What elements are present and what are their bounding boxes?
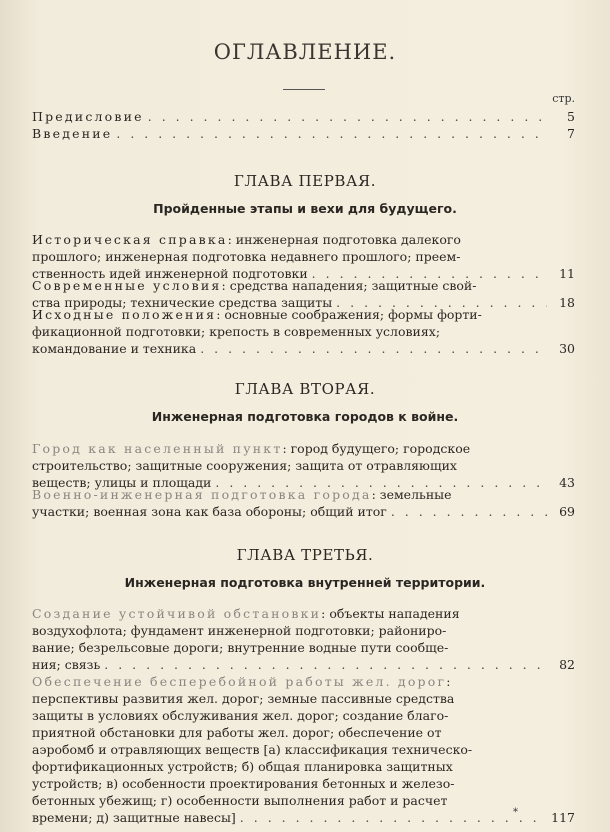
entry-page: 5 xyxy=(567,109,575,124)
page-column-label: стр. xyxy=(552,92,575,105)
toc-entry-historical[interactable]: Историческая справка: инженерная подготовка далекого прошлого; инженерная подготовка недавнего прошлого; преем- ственность идей инженерной подготовки . . . 11 xyxy=(32,231,575,282)
leader-dots xyxy=(200,340,547,357)
page-title: ОГЛАВЛЕНИЕ. xyxy=(213,40,397,64)
chapter-3-heading: ГЛАВА ТРЕТЬЯ. xyxy=(236,546,374,564)
entry-page: 69 xyxy=(559,504,575,519)
entry-page: 11 xyxy=(559,266,575,281)
entry-lead: Город как населенный пункт xyxy=(32,441,283,456)
toc-entry-railways[interactable]: Обеспечение бесперебойной работы жел. дорог: перспективы развития жел. дорог; земные пассивные средства защиты в условиях обслуживания жел. дорог; создание благо- приятной обстановки для работы жел. дорог; обеспечение от аэробомб и отравляющих веществ [а) классификация техническо- фортификационных устройств; б) общая планировка защитных устройств; в) особенности проектирования бетонных и железо- бетонных убежищ; г) особенности выполнения работ и расчет времени; д) защитные навесы] . . . 117 xyxy=(32,673,575,826)
leader-dots xyxy=(104,656,547,673)
footer-mark: * xyxy=(513,807,518,818)
chapter-2-heading: ГЛАВА ВТОРАЯ. xyxy=(234,380,376,398)
entry-lead: Историческая справка xyxy=(32,232,228,247)
entry-page: 43 xyxy=(559,475,575,490)
entry-lead: Создание устойчивой обстановки xyxy=(32,606,322,621)
entry-page: 82 xyxy=(559,657,575,672)
entry-page: 18 xyxy=(559,295,575,310)
chapter-3-subtitle: Инженерная подготовка внутренней территории. xyxy=(124,575,486,590)
toc-entry-preface[interactable] xyxy=(32,108,575,125)
leader-dots xyxy=(148,108,547,125)
title-divider xyxy=(283,89,325,90)
chapter-1-heading: ГЛАВА ПЕРВАЯ. xyxy=(233,172,377,190)
entry-lead: Современные условия xyxy=(32,278,222,293)
leader-dots xyxy=(391,503,547,520)
entry-lead: Исходные положения xyxy=(32,307,217,322)
entry-lead: Обеспечение бесперебойной работы жел. дорог xyxy=(32,674,447,689)
leader-dots xyxy=(116,125,547,142)
chapter-2-subtitle: Инженерная подготовка городов к войне. xyxy=(151,409,459,424)
toc-entry-stable-environment[interactable]: Создание устойчивой обстановки: объекты нападения воздухофлота; фундамент инженерной подготовки; райониро- вание; безрельсовые дороги; внутренние водные пути сообще- ния; связь . . . 82 xyxy=(32,605,575,673)
entry-title: Предисловие xyxy=(32,109,144,124)
toc-entry-military-engineering[interactable]: Военно-инженерная подготовка города: земельные участки; военная зона как база обороны; общий итог . . . 69 xyxy=(32,486,575,520)
entry-title: Введение xyxy=(32,126,113,141)
leader-dots xyxy=(240,809,547,826)
toc-entry-modern-conditions[interactable]: Современные условия: средства нападения; защитные свой- ства природы; технические средства защиты . . . 18 xyxy=(32,277,575,311)
chapter-1-subtitle: Пройденные этапы и вехи для будущего. xyxy=(153,201,457,216)
entry-page: 117 xyxy=(551,810,575,825)
entry-page: 30 xyxy=(559,341,575,356)
toc-entry-city[interactable]: Город как населенный пункт: город будущего; городское строительство; защитные сооружения; защита от отравляющих веществ; улицы и площади . . . 43 xyxy=(32,440,575,491)
entry-page: 7 xyxy=(567,126,575,141)
toc-entry-starting-positions[interactable]: Исходные положения: основные соображения; формы форти- фикационной подготовки; крепость в современных условиях; командование и техника . . . 30 xyxy=(32,306,575,357)
toc-entry-introduction[interactable] xyxy=(32,125,575,142)
entry-lead: Военно-инженерная подготовка города xyxy=(32,487,372,502)
